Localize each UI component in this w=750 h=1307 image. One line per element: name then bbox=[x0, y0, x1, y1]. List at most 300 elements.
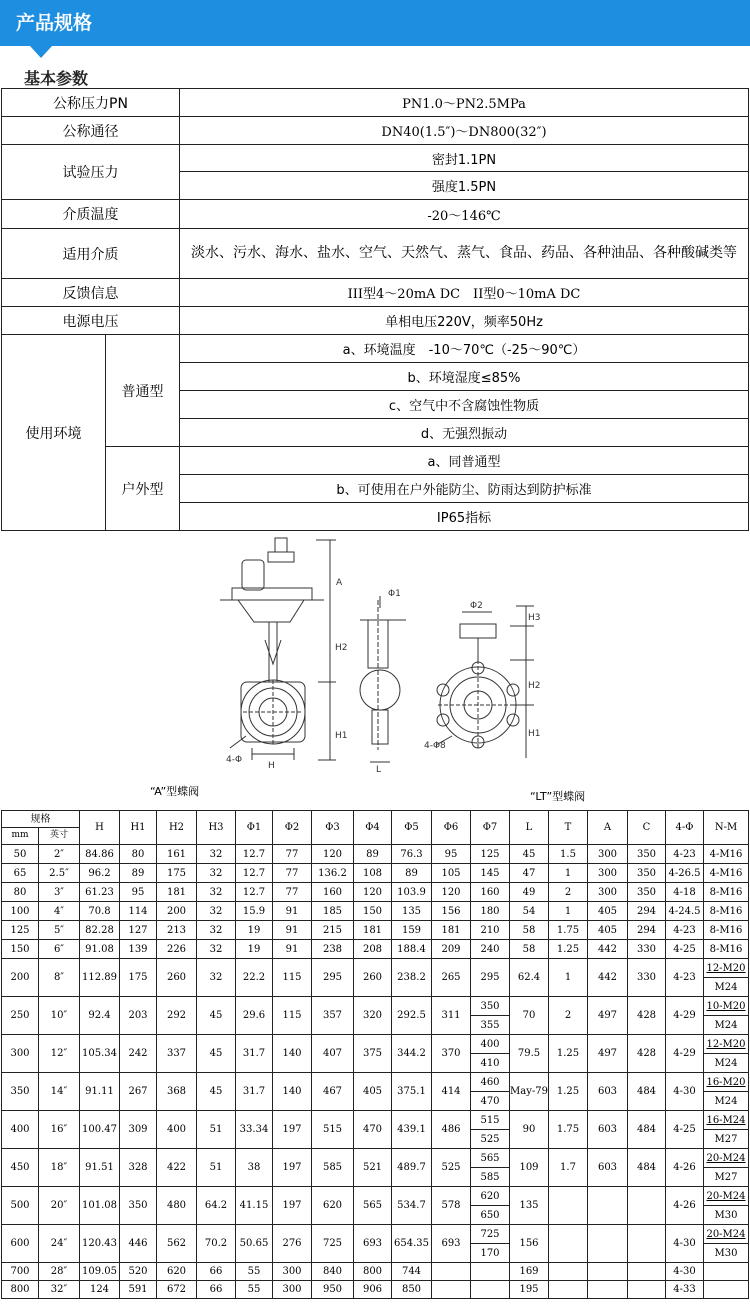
table-cell: 115 bbox=[273, 959, 312, 997]
lt-type-valve-figure bbox=[436, 606, 534, 758]
table-cell: 24″ bbox=[39, 1225, 80, 1263]
table-cell: 467 bbox=[312, 1073, 354, 1111]
table-cell: 125 bbox=[2, 921, 39, 940]
header-l: L bbox=[510, 811, 549, 845]
table-cell: 150 bbox=[354, 902, 392, 921]
side-view-figure bbox=[360, 596, 406, 762]
table-cell: 105 bbox=[432, 864, 471, 883]
table-cell: 226 bbox=[157, 940, 197, 959]
table-cell: 693 bbox=[354, 1225, 392, 1263]
table-cell: 400 bbox=[471, 1035, 510, 1054]
table-cell bbox=[432, 1263, 471, 1281]
header-p6: Φ6 bbox=[432, 811, 471, 845]
table-cell: 578 bbox=[432, 1187, 471, 1225]
table-cell: 38 bbox=[236, 1149, 273, 1187]
table-cell: 292 bbox=[157, 997, 197, 1035]
value-feedback: III型4～20mA DC II型0～10mA DC bbox=[180, 279, 749, 307]
table-cell: 328 bbox=[120, 1149, 157, 1187]
table-cell: 76.3 bbox=[392, 845, 432, 864]
row-diameter bbox=[2, 117, 749, 145]
table-cell bbox=[549, 1225, 588, 1263]
dim-label-phi2: Φ2 bbox=[470, 601, 483, 611]
table-cell: 725 bbox=[471, 1225, 510, 1244]
table-cell: 90 bbox=[510, 1111, 549, 1149]
row-env-normal-a bbox=[2, 335, 749, 363]
table-cell: 89 bbox=[354, 845, 392, 864]
table-cell bbox=[588, 1225, 628, 1263]
table-cell: 1 bbox=[549, 864, 588, 883]
table-cell: 91.11 bbox=[80, 1073, 120, 1111]
table-cell: 32 bbox=[197, 921, 236, 940]
table-cell: 603 bbox=[588, 1073, 628, 1111]
table-cell: 32 bbox=[197, 902, 236, 921]
table-cell bbox=[549, 1263, 588, 1281]
row-test-seal bbox=[2, 145, 749, 172]
table-cell: M24 bbox=[704, 1016, 749, 1035]
table-cell: 20-M24 bbox=[704, 1225, 749, 1244]
table-cell: 108 bbox=[354, 864, 392, 883]
dim-label-a: A bbox=[336, 578, 343, 588]
table-cell: 260 bbox=[354, 959, 392, 997]
table-cell: 4-M16 bbox=[704, 864, 749, 883]
table-cell: M24 bbox=[704, 1054, 749, 1073]
table-cell: 136.2 bbox=[312, 864, 354, 883]
table-cell: 19 bbox=[236, 940, 273, 959]
value-temp: -20～146℃ bbox=[180, 200, 749, 229]
table-cell: 92.4 bbox=[80, 997, 120, 1035]
table-cell bbox=[588, 1263, 628, 1281]
table-cell: 188.4 bbox=[392, 940, 432, 959]
table-cell bbox=[549, 1187, 588, 1225]
header-h2: H2 bbox=[157, 811, 197, 845]
table-cell: 3″ bbox=[39, 883, 80, 902]
dim-label-h1-lt: H1 bbox=[528, 729, 541, 739]
value-env-normal-b: b、环境湿度≤85% bbox=[180, 363, 749, 391]
table-cell: 70.8 bbox=[80, 902, 120, 921]
table-cell: 127 bbox=[120, 921, 157, 940]
table-cell: 120 bbox=[354, 883, 392, 902]
header-p1: Φ1 bbox=[236, 811, 273, 845]
table-cell: 470 bbox=[354, 1111, 392, 1149]
table-cell: 330 bbox=[628, 940, 666, 959]
table-cell bbox=[549, 1281, 588, 1299]
table-cell: 100.47 bbox=[80, 1111, 120, 1149]
label-pressure: 公称压力PN bbox=[2, 89, 180, 117]
header-c: C bbox=[628, 811, 666, 845]
table-cell: 112.89 bbox=[80, 959, 120, 997]
table-row bbox=[2, 902, 749, 921]
row-feedback bbox=[2, 279, 749, 307]
header-p5: Φ5 bbox=[392, 811, 432, 845]
table-cell: 120.43 bbox=[80, 1225, 120, 1263]
table-cell: 84.86 bbox=[80, 845, 120, 864]
spec-table-body bbox=[2, 845, 749, 1299]
table-cell: 51 bbox=[197, 1149, 236, 1187]
dim-label-phi1: Φ1 bbox=[388, 589, 401, 599]
table-cell: 4-25 bbox=[666, 940, 704, 959]
table-cell: 1.25 bbox=[549, 1035, 588, 1073]
table-cell: 486 bbox=[432, 1111, 471, 1149]
table-cell bbox=[628, 1187, 666, 1225]
table-cell: 405 bbox=[588, 902, 628, 921]
label-test: 试验压力 bbox=[2, 145, 180, 200]
table-cell: 8″ bbox=[39, 959, 80, 997]
table-cell: 238 bbox=[312, 940, 354, 959]
table-cell: 620 bbox=[157, 1263, 197, 1281]
table-row bbox=[2, 1035, 749, 1054]
table-cell: 300 bbox=[2, 1035, 39, 1073]
table-cell: 22.2 bbox=[236, 959, 273, 997]
table-cell: 4-26.5 bbox=[666, 864, 704, 883]
value-env-normal-d: d、无强烈振动 bbox=[180, 419, 749, 447]
table-cell: 603 bbox=[588, 1149, 628, 1187]
dim-label-h: H bbox=[268, 761, 275, 771]
a-type-valve-figure bbox=[220, 538, 336, 760]
table-cell: 120 bbox=[432, 883, 471, 902]
table-cell: 295 bbox=[471, 959, 510, 997]
dim-label-bolt: 4-Φ bbox=[226, 755, 243, 765]
table-row bbox=[2, 940, 749, 959]
table-cell: 250 bbox=[2, 997, 39, 1035]
table-cell: 405 bbox=[588, 921, 628, 940]
table-cell: 4-33 bbox=[666, 1281, 704, 1299]
table-cell bbox=[704, 1281, 749, 1299]
table-cell: 159 bbox=[392, 921, 432, 940]
value-env-outdoor-b: b、可使用在户外能防尘、防雨达到防护标准 bbox=[180, 475, 749, 503]
table-cell: 55 bbox=[236, 1281, 273, 1299]
table-cell: 4-23 bbox=[666, 845, 704, 864]
table-cell: 591 bbox=[120, 1281, 157, 1299]
table-cell: 240 bbox=[471, 940, 510, 959]
table-cell: 4-18 bbox=[666, 883, 704, 902]
dim-label-l: L bbox=[376, 765, 382, 775]
table-cell: 210 bbox=[471, 921, 510, 940]
table-cell: 585 bbox=[312, 1149, 354, 1187]
table-cell: 89 bbox=[120, 864, 157, 883]
table-cell: 80 bbox=[2, 883, 39, 902]
table-cell: 10″ bbox=[39, 997, 80, 1035]
table-cell: 12.7 bbox=[236, 845, 273, 864]
table-cell: 484 bbox=[628, 1073, 666, 1111]
table-cell bbox=[704, 1263, 749, 1281]
table-cell: 565 bbox=[471, 1149, 510, 1168]
table-cell: 169 bbox=[510, 1263, 549, 1281]
table-cell: 1.5 bbox=[549, 845, 588, 864]
header-p3: Φ3 bbox=[312, 811, 354, 845]
table-cell: 400 bbox=[157, 1111, 197, 1149]
value-env-normal-a: a、环境温度 -10～70℃（-25～90℃） bbox=[180, 335, 749, 363]
valve-dimension-drawing bbox=[0, 530, 750, 805]
table-cell: 654.35 bbox=[392, 1225, 432, 1263]
table-cell: 4-30 bbox=[666, 1263, 704, 1281]
table-cell: 45 bbox=[197, 997, 236, 1035]
table-cell: 620 bbox=[471, 1187, 510, 1206]
table-cell: 355 bbox=[471, 1016, 510, 1035]
table-cell: 32″ bbox=[39, 1281, 80, 1299]
table-cell: 1.25 bbox=[549, 940, 588, 959]
section-header bbox=[0, 0, 750, 46]
table-cell: 50 bbox=[2, 845, 39, 864]
table-cell: 203 bbox=[120, 997, 157, 1035]
table-cell: 428 bbox=[628, 1035, 666, 1073]
table-cell: 4-26 bbox=[666, 1187, 704, 1225]
table-cell: 19 bbox=[236, 921, 273, 940]
table-cell: 150 bbox=[2, 940, 39, 959]
table-cell: 470 bbox=[471, 1092, 510, 1111]
table-cell: 276 bbox=[273, 1225, 312, 1263]
table-row bbox=[2, 1263, 749, 1281]
table-cell: 109.05 bbox=[80, 1263, 120, 1281]
header-h: H bbox=[80, 811, 120, 845]
table-cell: 77 bbox=[273, 845, 312, 864]
table-cell: 32 bbox=[197, 864, 236, 883]
value-power: 单相电压220V，频率50Hz bbox=[180, 307, 749, 335]
table-cell bbox=[628, 1281, 666, 1299]
table-cell: 156 bbox=[510, 1225, 549, 1263]
table-cell: 62.4 bbox=[510, 959, 549, 997]
table-cell: 16″ bbox=[39, 1111, 80, 1149]
table-cell: 442 bbox=[588, 940, 628, 959]
table-cell: 28″ bbox=[39, 1263, 80, 1281]
table-cell: 300 bbox=[273, 1263, 312, 1281]
row-pressure bbox=[2, 89, 749, 117]
table-cell: 850 bbox=[392, 1281, 432, 1299]
table-cell: 600 bbox=[2, 1225, 39, 1263]
row-env-outdoor-a bbox=[2, 447, 749, 475]
table-cell: 12.7 bbox=[236, 883, 273, 902]
table-row bbox=[2, 1149, 749, 1168]
table-row bbox=[2, 1281, 749, 1299]
table-cell: 12.7 bbox=[236, 864, 273, 883]
label-feedback: 反馈信息 bbox=[2, 279, 180, 307]
table-cell: 500 bbox=[2, 1187, 39, 1225]
table-cell: 20-M24 bbox=[704, 1187, 749, 1206]
label-diameter: 公称通径 bbox=[2, 117, 180, 145]
table-cell: 79.5 bbox=[510, 1035, 549, 1073]
table-cell: 350 bbox=[628, 864, 666, 883]
table-cell: 200 bbox=[2, 959, 39, 997]
table-cell: 33.34 bbox=[236, 1111, 273, 1149]
table-cell: 1.7 bbox=[549, 1149, 588, 1187]
table-cell: 2 bbox=[549, 883, 588, 902]
table-cell: 66 bbox=[197, 1263, 236, 1281]
table-cell: M30 bbox=[704, 1206, 749, 1225]
table-cell: 480 bbox=[157, 1187, 197, 1225]
table-cell: 375.1 bbox=[392, 1073, 432, 1111]
table-cell: 484 bbox=[628, 1149, 666, 1187]
table-cell: 603 bbox=[588, 1111, 628, 1149]
table-cell: 32 bbox=[197, 959, 236, 997]
header-t: T bbox=[549, 811, 588, 845]
table-cell: 8-M16 bbox=[704, 902, 749, 921]
table-cell: 58 bbox=[510, 921, 549, 940]
table-cell: 2″ bbox=[39, 845, 80, 864]
table-cell: 4-25 bbox=[666, 1111, 704, 1149]
table-cell: 140 bbox=[273, 1035, 312, 1073]
table-cell: 294 bbox=[628, 921, 666, 940]
table-cell: 450 bbox=[2, 1149, 39, 1187]
table-cell: 114 bbox=[120, 902, 157, 921]
table-cell: 4-30 bbox=[666, 1225, 704, 1263]
table-cell: 422 bbox=[157, 1149, 197, 1187]
table-cell: 170 bbox=[471, 1244, 510, 1263]
table-cell: 31.7 bbox=[236, 1035, 273, 1073]
table-cell bbox=[471, 1281, 510, 1299]
table-cell: 460 bbox=[471, 1073, 510, 1092]
table-cell: 12-M20 bbox=[704, 959, 749, 978]
table-cell: 160 bbox=[471, 883, 510, 902]
table-cell: 950 bbox=[312, 1281, 354, 1299]
table-cell: 64.2 bbox=[197, 1187, 236, 1225]
table-cell: M27 bbox=[704, 1130, 749, 1149]
table-cell: 4-M16 bbox=[704, 845, 749, 864]
table-cell: 242 bbox=[120, 1035, 157, 1073]
table-cell: 32 bbox=[197, 845, 236, 864]
table-cell: 135 bbox=[510, 1187, 549, 1225]
table-cell: 181 bbox=[157, 883, 197, 902]
table-cell: 209 bbox=[432, 940, 471, 959]
table-cell: 4-24.5 bbox=[666, 902, 704, 921]
table-cell: 139 bbox=[120, 940, 157, 959]
table-cell: 370 bbox=[432, 1035, 471, 1073]
table-cell: 8-M16 bbox=[704, 883, 749, 902]
table-cell: 1 bbox=[549, 902, 588, 921]
table-cell: 350 bbox=[628, 845, 666, 864]
table-cell: 89 bbox=[392, 864, 432, 883]
table-cell: 650 bbox=[471, 1206, 510, 1225]
table-cell: 70 bbox=[510, 997, 549, 1035]
table-cell: 140 bbox=[273, 1073, 312, 1111]
table-cell: 800 bbox=[354, 1263, 392, 1281]
table-cell: 95 bbox=[432, 845, 471, 864]
table-cell: 29.6 bbox=[236, 997, 273, 1035]
table-cell: 181 bbox=[432, 921, 471, 940]
table-cell: 91 bbox=[273, 902, 312, 921]
table-cell: 300 bbox=[588, 845, 628, 864]
value-env-normal-c: c、空气中不含腐蚀性物质 bbox=[180, 391, 749, 419]
header-bolt: 4-Φ bbox=[666, 811, 704, 845]
row-power bbox=[2, 307, 749, 335]
table-cell bbox=[432, 1281, 471, 1299]
value-env-outdoor-a: a、同普通型 bbox=[180, 447, 749, 475]
table-cell: 1.75 bbox=[549, 1111, 588, 1149]
table-cell: 309 bbox=[120, 1111, 157, 1149]
table-cell: 410 bbox=[471, 1054, 510, 1073]
table-cell: 77 bbox=[273, 864, 312, 883]
table-cell: 2.5″ bbox=[39, 864, 80, 883]
table-cell: 725 bbox=[312, 1225, 354, 1263]
value-pressure: PN1.0～PN2.5MPa bbox=[180, 89, 749, 117]
table-row bbox=[2, 883, 749, 902]
table-cell: 145 bbox=[471, 864, 510, 883]
table-row bbox=[2, 1111, 749, 1130]
table-cell: M24 bbox=[704, 978, 749, 997]
table-cell: 101.08 bbox=[80, 1187, 120, 1225]
table-cell: 840 bbox=[312, 1263, 354, 1281]
table-cell: 439.1 bbox=[392, 1111, 432, 1149]
table-row bbox=[2, 1073, 749, 1092]
table-cell: 238.2 bbox=[392, 959, 432, 997]
table-cell: 15.9 bbox=[236, 902, 273, 921]
table-cell: 497 bbox=[588, 1035, 628, 1073]
header-gg: 规格 bbox=[2, 811, 80, 828]
table-cell: 95 bbox=[120, 883, 157, 902]
table-cell bbox=[588, 1281, 628, 1299]
basic-params-title: 基本参数 bbox=[24, 69, 89, 88]
table-cell: 4-29 bbox=[666, 1035, 704, 1073]
table-cell: 294 bbox=[628, 902, 666, 921]
header-p7: Φ7 bbox=[471, 811, 510, 845]
table-cell: 8-M16 bbox=[704, 940, 749, 959]
table-cell: 428 bbox=[628, 997, 666, 1035]
label-power: 电源电压 bbox=[2, 307, 180, 335]
table-cell: 47 bbox=[510, 864, 549, 883]
table-cell: 20″ bbox=[39, 1187, 80, 1225]
header-a: A bbox=[588, 811, 628, 845]
table-cell: 267 bbox=[120, 1073, 157, 1111]
table-cell: 82.28 bbox=[80, 921, 120, 940]
table-cell: 744 bbox=[392, 1263, 432, 1281]
header-h1: H1 bbox=[120, 811, 157, 845]
table-cell: 562 bbox=[157, 1225, 197, 1263]
table-cell: 65 bbox=[2, 864, 39, 883]
dim-label-h2-lt: H2 bbox=[528, 681, 541, 691]
table-cell: 61.23 bbox=[80, 883, 120, 902]
table-cell: 337 bbox=[157, 1035, 197, 1073]
table-cell: 16-M20 bbox=[704, 1073, 749, 1092]
section-title: 产品规格 bbox=[16, 12, 93, 34]
table-cell: 45 bbox=[197, 1035, 236, 1073]
label-env-normal: 普通型 bbox=[106, 335, 180, 447]
table-cell: 32 bbox=[197, 883, 236, 902]
table-cell: M30 bbox=[704, 1244, 749, 1263]
table-cell: 5″ bbox=[39, 921, 80, 940]
table-cell: 195 bbox=[510, 1281, 549, 1299]
table-cell: 54 bbox=[510, 902, 549, 921]
table-cell: 4″ bbox=[39, 902, 80, 921]
table-cell: 525 bbox=[432, 1149, 471, 1187]
table-cell: 442 bbox=[588, 959, 628, 997]
value-media: 淡水、污水、海水、盐水、空气、天然气、蒸气、食品、药品、各种油品、各种酸碱类等 bbox=[180, 229, 749, 279]
table-cell: 156 bbox=[432, 902, 471, 921]
label-lt-valve: “LT”型蝶阀 bbox=[530, 790, 586, 803]
table-cell: 300 bbox=[588, 864, 628, 883]
table-cell: 16-M24 bbox=[704, 1111, 749, 1130]
table-cell: 585 bbox=[471, 1168, 510, 1187]
table-cell: 14″ bbox=[39, 1073, 80, 1111]
table-cell: 197 bbox=[273, 1187, 312, 1225]
table-cell: 50.65 bbox=[236, 1225, 273, 1263]
table-cell: 357 bbox=[312, 997, 354, 1035]
table-cell: M24 bbox=[704, 1092, 749, 1111]
header-pointer bbox=[30, 46, 52, 58]
table-cell: 91 bbox=[273, 940, 312, 959]
table-cell: 105.34 bbox=[80, 1035, 120, 1073]
table-row bbox=[2, 959, 749, 978]
table-cell: 350 bbox=[2, 1073, 39, 1111]
table-cell: 484 bbox=[628, 1111, 666, 1149]
table-cell: 320 bbox=[354, 997, 392, 1035]
table-cell: 8-M16 bbox=[704, 921, 749, 940]
header-inch: 英寸 bbox=[39, 828, 80, 845]
header-mm: mm bbox=[2, 828, 39, 845]
table-cell: 96.2 bbox=[80, 864, 120, 883]
table-cell: 51 bbox=[197, 1111, 236, 1149]
table-cell: 18″ bbox=[39, 1149, 80, 1187]
label-env: 使用环境 bbox=[2, 335, 106, 531]
label-media: 适用介质 bbox=[2, 229, 180, 279]
table-cell: 41.15 bbox=[236, 1187, 273, 1225]
